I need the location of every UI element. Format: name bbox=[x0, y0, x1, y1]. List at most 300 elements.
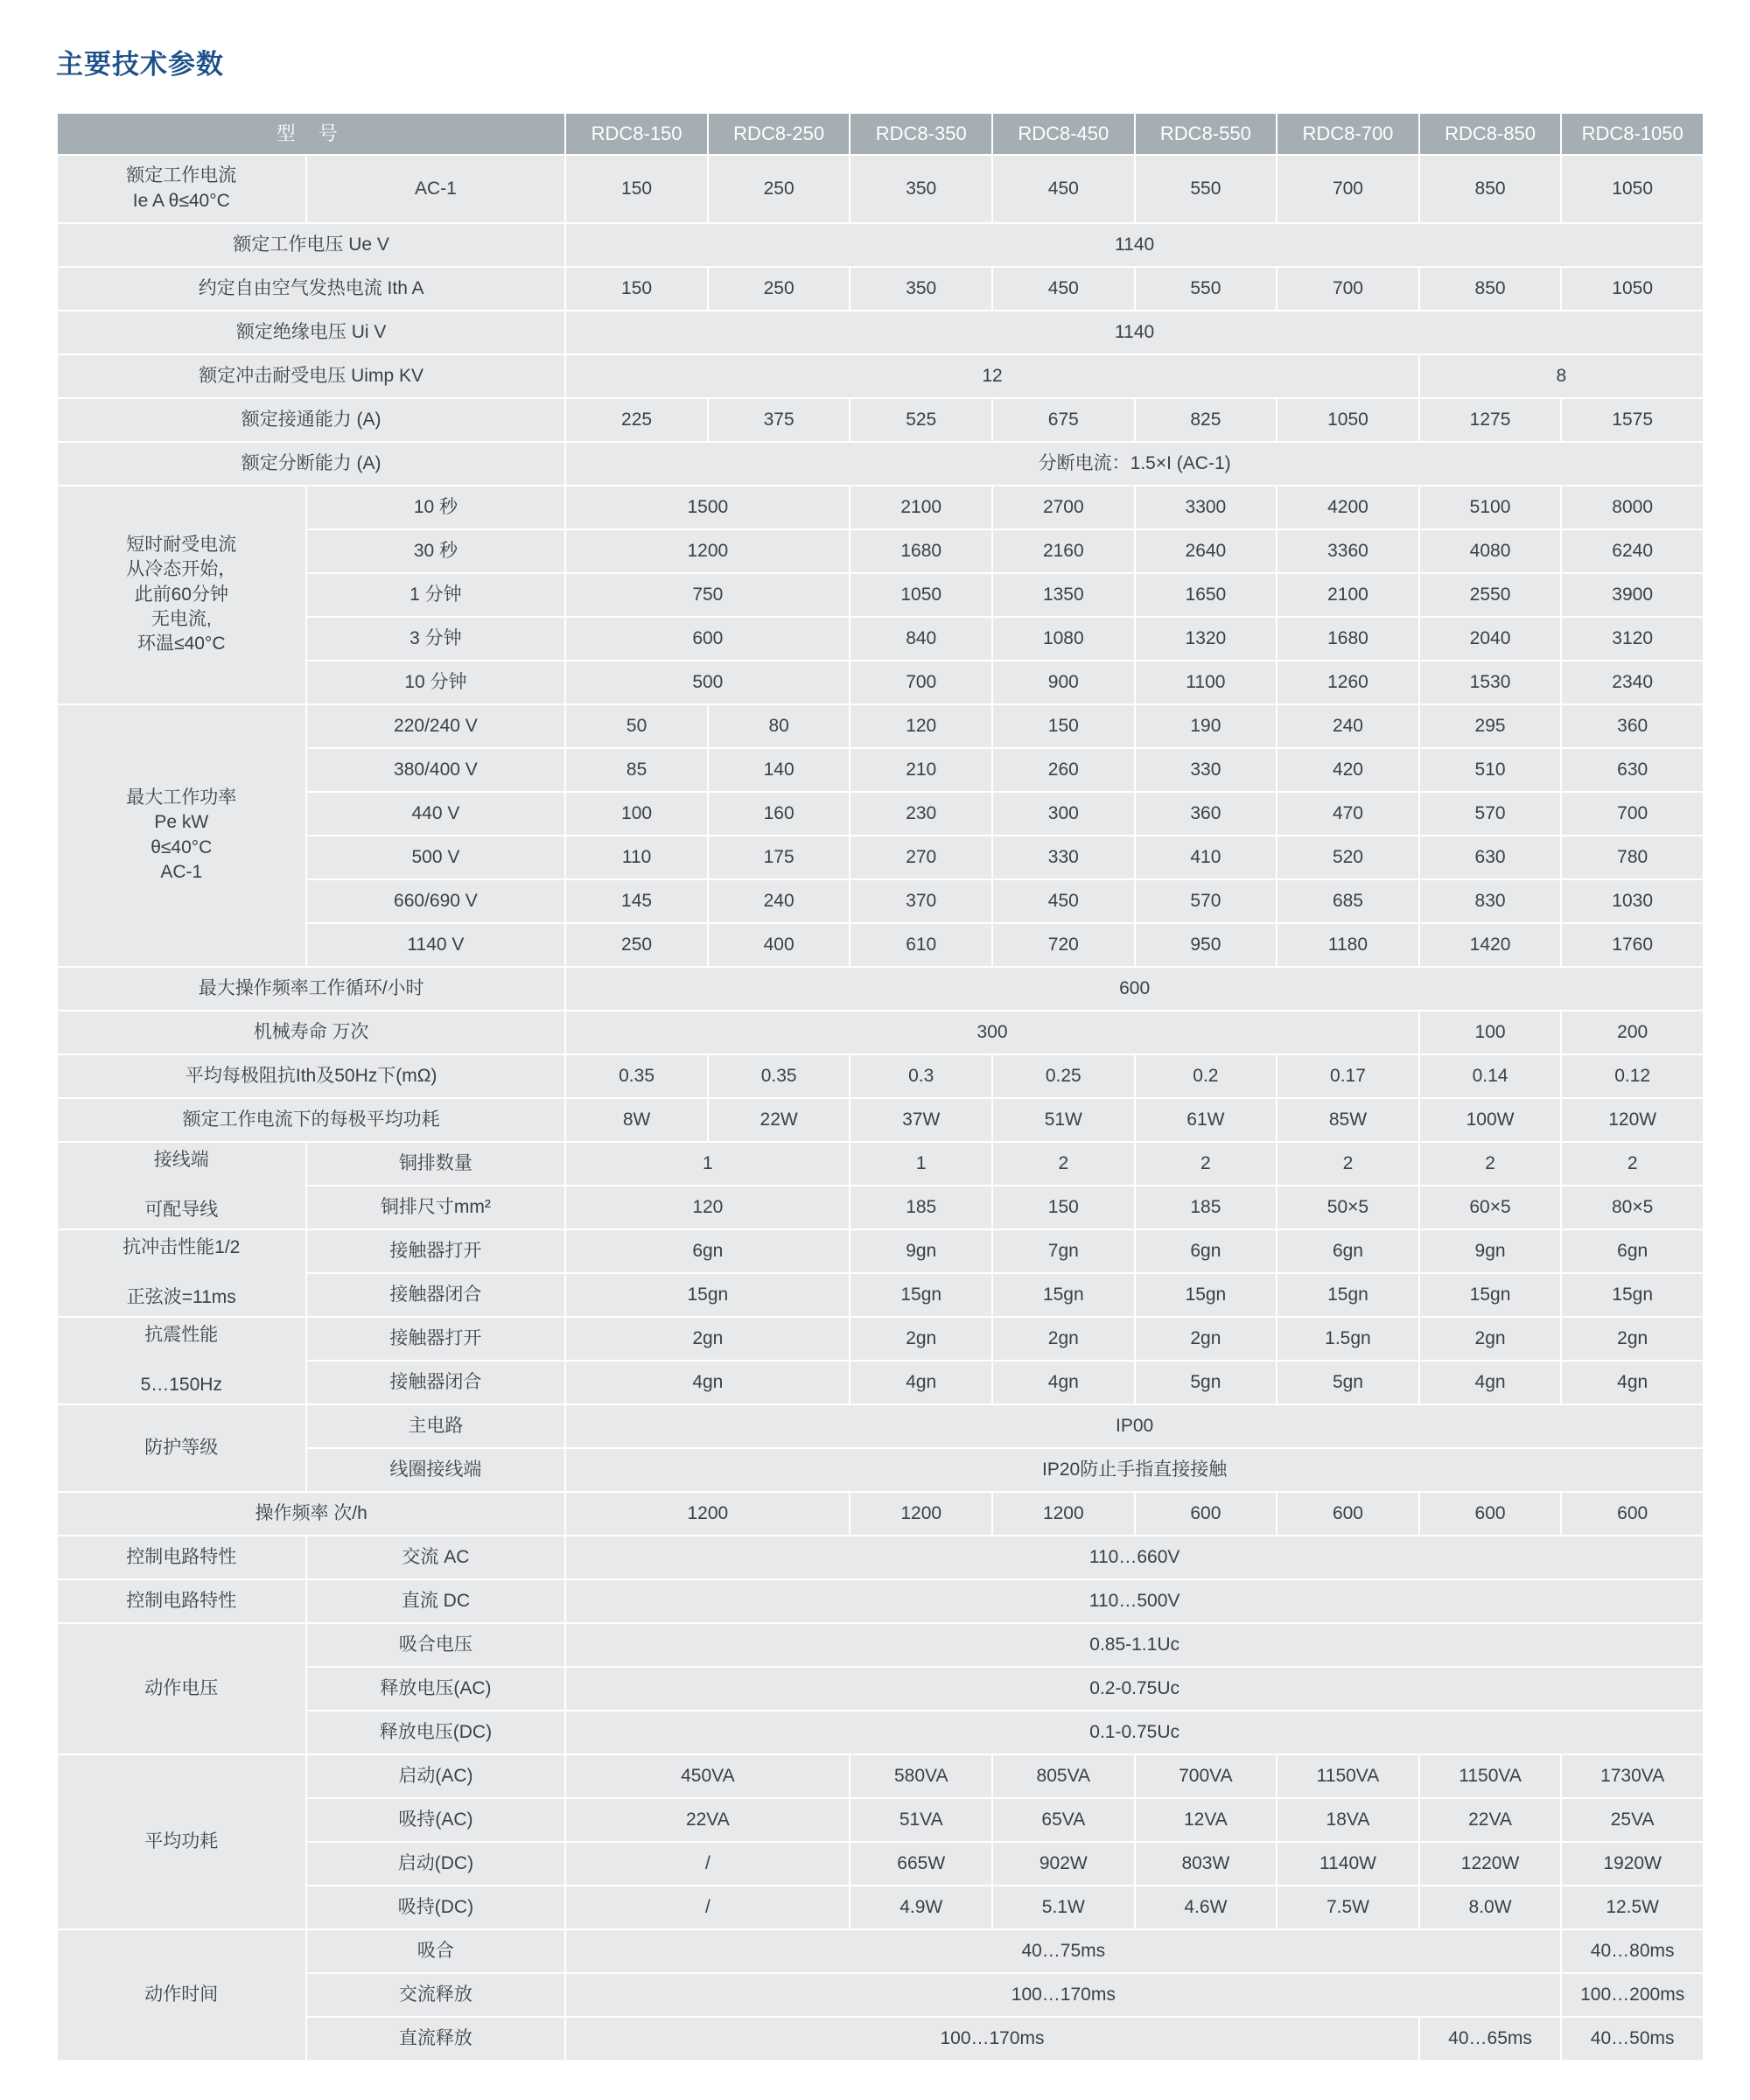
table-row bbox=[58, 1099, 1703, 1141]
cell: 4gn bbox=[1420, 1362, 1561, 1404]
cell: 9gn bbox=[1420, 1230, 1561, 1272]
cell: 1 bbox=[850, 1143, 991, 1185]
cell: 1650 bbox=[1136, 574, 1277, 616]
cell: 700 bbox=[850, 662, 991, 704]
group-label-actuation-time: 动作时间 bbox=[58, 1930, 305, 2060]
cell: 1050 bbox=[1278, 399, 1418, 441]
cell: 3900 bbox=[1562, 574, 1703, 616]
cell: 0.2 bbox=[1136, 1055, 1277, 1097]
cell: 700 bbox=[1278, 268, 1418, 310]
cell: 450 bbox=[993, 880, 1134, 922]
sub-label: 30 秒 bbox=[307, 530, 565, 572]
cell: 0.2-0.75Uc bbox=[566, 1668, 1703, 1710]
table-row bbox=[58, 1580, 1703, 1622]
cell: 40…80ms bbox=[1562, 1930, 1703, 1972]
group-label-actuation-voltage: 动作电压 bbox=[58, 1624, 305, 1754]
sub-label: 主电路 bbox=[307, 1405, 565, 1447]
cell: 1220W bbox=[1420, 1843, 1561, 1885]
cell: 7.5W bbox=[1278, 1886, 1418, 1928]
table-row bbox=[58, 355, 1703, 397]
cell: 1920W bbox=[1562, 1843, 1703, 1885]
cell: 260 bbox=[993, 749, 1134, 791]
table-row bbox=[58, 486, 1703, 528]
cell: 1575 bbox=[1562, 399, 1703, 441]
group-label-line-0: 抗冲击性能1/2 bbox=[122, 1237, 241, 1258]
cell: 0.1-0.75Uc bbox=[566, 1712, 1703, 1754]
cell: 0.12 bbox=[1562, 1055, 1703, 1097]
cell: 100 bbox=[1420, 1012, 1561, 1054]
group-label-line-2: θ≤40°C bbox=[150, 836, 213, 858]
cell: 830 bbox=[1420, 880, 1561, 922]
group-label-vibration-resistance bbox=[58, 1318, 305, 1404]
cell: 2 bbox=[1420, 1143, 1561, 1185]
cell: 80 bbox=[709, 705, 850, 747]
sub-label: 440 V bbox=[307, 793, 565, 835]
cell: 22VA bbox=[1420, 1799, 1561, 1841]
cell: 2340 bbox=[1562, 662, 1703, 704]
row-label-rated-operating-current bbox=[58, 156, 305, 222]
cell: 1140 bbox=[566, 312, 1703, 354]
cell: 8000 bbox=[1562, 486, 1703, 528]
cell: 175 bbox=[709, 836, 850, 878]
cell: 分断电流：1.5×I (AC-1) bbox=[566, 443, 1703, 485]
cell: 520 bbox=[1278, 836, 1418, 878]
cell: 330 bbox=[1136, 749, 1277, 791]
cell: 1050 bbox=[1562, 156, 1703, 222]
sub-label: 10 秒 bbox=[307, 486, 565, 528]
cell: 600 bbox=[1562, 1493, 1703, 1535]
cell: 805VA bbox=[993, 1755, 1134, 1797]
header-model-label: 型 号 bbox=[58, 114, 564, 154]
cell: 150 bbox=[566, 268, 707, 310]
cell: 100…170ms bbox=[566, 1974, 1560, 2016]
cell: 350 bbox=[850, 156, 991, 222]
cell: 1680 bbox=[850, 530, 991, 572]
group-label-line-0: 抗震性能 bbox=[144, 1325, 219, 1346]
cell: 40…75ms bbox=[566, 1930, 1560, 1972]
cell: 1150VA bbox=[1278, 1755, 1418, 1797]
cell: 1100 bbox=[1136, 662, 1277, 704]
cell: 0.14 bbox=[1420, 1055, 1561, 1097]
cell: 580VA bbox=[850, 1755, 991, 1797]
cell: 6240 bbox=[1562, 530, 1703, 572]
cell: 1420 bbox=[1420, 924, 1561, 966]
cell: 51VA bbox=[850, 1799, 991, 1841]
cell: 18VA bbox=[1278, 1799, 1418, 1841]
cell: 61W bbox=[1136, 1099, 1277, 1141]
cell: 60×5 bbox=[1420, 1186, 1561, 1228]
cell: IP00 bbox=[566, 1405, 1703, 1447]
cell: 250 bbox=[709, 156, 850, 222]
cell: 420 bbox=[1278, 749, 1418, 791]
cell: 570 bbox=[1420, 793, 1561, 835]
sub-label: 3 分钟 bbox=[307, 618, 565, 660]
table-row bbox=[58, 1755, 1703, 1797]
cell: 500 bbox=[566, 662, 849, 704]
cell: 700 bbox=[1278, 156, 1418, 222]
cell: 1260 bbox=[1278, 662, 1418, 704]
cell: 550 bbox=[1136, 268, 1277, 310]
sub-label: 380/400 V bbox=[307, 749, 565, 791]
cell: 600 bbox=[1278, 1493, 1418, 1535]
sub-label: 启动(DC) bbox=[307, 1843, 565, 1885]
row-label-impulse-voltage: 额定冲击耐受电压 Uimp KV bbox=[58, 355, 564, 397]
sub-label: 660/690 V bbox=[307, 880, 565, 922]
cell: 230 bbox=[850, 793, 991, 835]
cell: 1530 bbox=[1420, 662, 1561, 704]
cell: 15gn bbox=[850, 1274, 991, 1316]
cell: 50 bbox=[566, 705, 707, 747]
cell: 2 bbox=[1136, 1143, 1277, 1185]
cell: 120 bbox=[850, 705, 991, 747]
sub-label: 接触器闭合 bbox=[307, 1274, 565, 1316]
cell: 6gn bbox=[1562, 1230, 1703, 1272]
cell: 902W bbox=[993, 1843, 1134, 1885]
cell: 2100 bbox=[850, 486, 991, 528]
group-label-line-0: 最大工作功率 bbox=[126, 788, 237, 808]
cell: 140 bbox=[709, 749, 850, 791]
row-label-operating-frequency: 操作频率 次/h bbox=[58, 1493, 564, 1535]
table-row bbox=[58, 268, 1703, 310]
cell: 1500 bbox=[566, 486, 849, 528]
sub-label: 线圈接线端 bbox=[307, 1449, 565, 1491]
sub-label: 启动(AC) bbox=[307, 1755, 565, 1797]
cell: 5100 bbox=[1420, 486, 1561, 528]
cell: 2gn bbox=[850, 1318, 991, 1360]
cell: 15gn bbox=[1136, 1274, 1277, 1316]
group-label-average-power-consumption: 平均功耗 bbox=[58, 1755, 305, 1928]
sub-label: 吸持(DC) bbox=[307, 1886, 565, 1928]
cell: IP20防止手指直接接触 bbox=[566, 1449, 1703, 1491]
cell: 120 bbox=[566, 1186, 849, 1228]
sub-label: 500 V bbox=[307, 836, 565, 878]
cell: 2160 bbox=[993, 530, 1134, 572]
cell: 685 bbox=[1278, 880, 1418, 922]
cell: 200 bbox=[1562, 1012, 1703, 1054]
table-row bbox=[58, 1493, 1703, 1535]
cell: 2 bbox=[993, 1143, 1134, 1185]
group-label-max-operating-power bbox=[58, 705, 305, 966]
cell: 40…65ms bbox=[1420, 2018, 1561, 2060]
cell: 185 bbox=[1136, 1186, 1277, 1228]
cell: 6gn bbox=[1136, 1230, 1277, 1272]
cell: 40…50ms bbox=[1562, 2018, 1703, 2060]
table-row bbox=[58, 968, 1703, 1010]
cell: 110…660V bbox=[566, 1536, 1703, 1578]
row-label-control-circuit-ac: 控制电路特性 bbox=[58, 1536, 305, 1578]
cell: 100 bbox=[566, 793, 707, 835]
cell: 270 bbox=[850, 836, 991, 878]
cell: 450 bbox=[993, 268, 1134, 310]
cell: 12VA bbox=[1136, 1799, 1277, 1841]
cell: 4gn bbox=[993, 1362, 1134, 1404]
table-row bbox=[58, 224, 1703, 266]
page-title: 主要技术参数 bbox=[56, 49, 224, 80]
cell: 850 bbox=[1420, 268, 1561, 310]
cell: 0.3 bbox=[850, 1055, 991, 1097]
sub-label: 吸合电压 bbox=[307, 1624, 565, 1666]
cell: 600 bbox=[566, 618, 849, 660]
cell: 360 bbox=[1562, 705, 1703, 747]
cell: 2640 bbox=[1136, 530, 1277, 572]
table-row bbox=[58, 1624, 1703, 1666]
cell: 780 bbox=[1562, 836, 1703, 878]
cell: 150 bbox=[993, 705, 1134, 747]
header-model-0: RDC8-150 bbox=[566, 114, 707, 154]
cell: 3360 bbox=[1278, 530, 1418, 572]
table-row bbox=[58, 443, 1703, 485]
cell: 8.0W bbox=[1420, 1886, 1561, 1928]
cell: 240 bbox=[1278, 705, 1418, 747]
cell: 1150VA bbox=[1420, 1755, 1561, 1797]
cell: 2gn bbox=[1136, 1318, 1277, 1360]
cell: 400 bbox=[709, 924, 850, 966]
cell: 700VA bbox=[1136, 1755, 1277, 1797]
cell: 825 bbox=[1136, 399, 1277, 441]
row-label-max-cycles-per-hour: 最大操作频率工作循环/小时 bbox=[58, 968, 564, 1010]
cell: 2040 bbox=[1420, 618, 1561, 660]
cell: 750 bbox=[566, 574, 849, 616]
cell: 0.35 bbox=[709, 1055, 850, 1097]
cell: 15gn bbox=[1420, 1274, 1561, 1316]
cell: 2700 bbox=[993, 486, 1134, 528]
cell: 803W bbox=[1136, 1843, 1277, 1885]
row-label-mechanical-life: 机械寿命 万次 bbox=[58, 1012, 564, 1054]
group-label-line-1: Pe kW bbox=[154, 812, 209, 833]
cell: 85W bbox=[1278, 1099, 1418, 1141]
table-row bbox=[58, 1230, 1703, 1272]
sub-label: 接触器打开 bbox=[307, 1230, 565, 1272]
table-row bbox=[58, 312, 1703, 354]
cell: 630 bbox=[1562, 749, 1703, 791]
cell: 720 bbox=[993, 924, 1134, 966]
cell: 65VA bbox=[993, 1799, 1134, 1841]
cell: 190 bbox=[1136, 705, 1277, 747]
sub-label: 交流 AC bbox=[307, 1536, 565, 1578]
group-label-line-3: AC-1 bbox=[160, 862, 203, 883]
cell: 51W bbox=[993, 1099, 1134, 1141]
group-label-terminal-wiring bbox=[58, 1143, 305, 1228]
table-row bbox=[58, 1012, 1703, 1054]
cell: 510 bbox=[1420, 749, 1561, 791]
cell: 675 bbox=[993, 399, 1134, 441]
cell: 2550 bbox=[1420, 574, 1561, 616]
table-header-row bbox=[58, 114, 1703, 154]
cell: 25VA bbox=[1562, 1799, 1703, 1841]
cell: 1200 bbox=[566, 530, 849, 572]
cell: 15gn bbox=[1562, 1274, 1703, 1316]
sub-label: 直流 DC bbox=[307, 1580, 565, 1622]
table-row bbox=[58, 1318, 1703, 1360]
sub-label: 直流释放 bbox=[307, 2018, 565, 2060]
cell: 110…500V bbox=[566, 1580, 1703, 1622]
group-label-protection-degree: 防护等级 bbox=[58, 1405, 305, 1491]
cell: 0.85-1.1Uc bbox=[566, 1624, 1703, 1666]
cell: 80×5 bbox=[1562, 1186, 1703, 1228]
cell: 1320 bbox=[1136, 618, 1277, 660]
cell: 450VA bbox=[566, 1755, 849, 1797]
label-line-1: 额定工作电流 bbox=[126, 165, 237, 186]
cell: 22W bbox=[709, 1099, 850, 1141]
cell: 2gn bbox=[1562, 1318, 1703, 1360]
cell: 225 bbox=[566, 399, 707, 441]
row-sublabel-ac1: AC-1 bbox=[307, 156, 565, 222]
cell: 22VA bbox=[566, 1799, 849, 1841]
group-label-line-1: 从冷态开始， bbox=[126, 559, 237, 580]
cell: 185 bbox=[850, 1186, 991, 1228]
cell: 300 bbox=[566, 1012, 1418, 1054]
cell: 240 bbox=[709, 880, 850, 922]
cell: 1140W bbox=[1278, 1843, 1418, 1885]
cell: 1.5gn bbox=[1278, 1318, 1418, 1360]
cell: 1050 bbox=[850, 574, 991, 616]
cell: 850 bbox=[1420, 156, 1561, 222]
cell: 100…200ms bbox=[1562, 1974, 1703, 2016]
cell: 1140 bbox=[566, 224, 1703, 266]
group-label-line-1: 正弦波=11ms bbox=[126, 1286, 236, 1307]
table-row bbox=[58, 156, 1703, 222]
cell: 600 bbox=[1420, 1493, 1561, 1535]
cell: 12.5W bbox=[1562, 1886, 1703, 1928]
table-row bbox=[58, 1536, 1703, 1578]
sub-label: 释放电压(DC) bbox=[307, 1712, 565, 1754]
group-label-line-1: 可配导线 bbox=[144, 1199, 219, 1220]
table-row bbox=[58, 1055, 1703, 1097]
cell: 570 bbox=[1136, 880, 1277, 922]
cell: 6gn bbox=[566, 1230, 849, 1272]
cell: 150 bbox=[993, 1186, 1134, 1228]
header-model-4: RDC8-550 bbox=[1136, 114, 1277, 154]
cell: 300 bbox=[993, 793, 1134, 835]
cell: 600 bbox=[566, 968, 1703, 1010]
cell: 4gn bbox=[1562, 1362, 1703, 1404]
cell: 600 bbox=[1136, 1493, 1277, 1535]
sub-label: 交流释放 bbox=[307, 1974, 565, 2016]
cell: / bbox=[566, 1843, 849, 1885]
cell: 1200 bbox=[850, 1493, 991, 1535]
sub-label: 吸持(AC) bbox=[307, 1799, 565, 1841]
cell: 375 bbox=[709, 399, 850, 441]
cell: 100W bbox=[1420, 1099, 1561, 1141]
cell: 4200 bbox=[1278, 486, 1418, 528]
cell: 2gn bbox=[1420, 1318, 1561, 1360]
group-label-line-3: 无电流, bbox=[150, 608, 212, 629]
row-label-thermal-current: 约定自由空气发热电流 Ith A bbox=[58, 268, 564, 310]
cell: 0.17 bbox=[1278, 1055, 1418, 1097]
sub-label: 10 分钟 bbox=[307, 662, 565, 704]
sub-label: 释放电压(AC) bbox=[307, 1668, 565, 1710]
cell: 160 bbox=[709, 793, 850, 835]
cell: 6gn bbox=[1278, 1230, 1418, 1272]
cell: 330 bbox=[993, 836, 1134, 878]
cell: 3120 bbox=[1562, 618, 1703, 660]
row-label-avg-pole-power-loss: 额定工作电流下的每极平均功耗 bbox=[58, 1099, 564, 1141]
cell: / bbox=[566, 1886, 849, 1928]
sub-label: 铜排数量 bbox=[307, 1143, 565, 1185]
group-label-shock-resistance bbox=[58, 1230, 305, 1316]
cell: 8W bbox=[566, 1099, 707, 1141]
cell: 665W bbox=[850, 1843, 991, 1885]
cell: 1050 bbox=[1562, 268, 1703, 310]
cell: 250 bbox=[566, 924, 707, 966]
cell: 2gn bbox=[566, 1318, 849, 1360]
cell: 950 bbox=[1136, 924, 1277, 966]
cell: 295 bbox=[1420, 705, 1561, 747]
cell: 85 bbox=[566, 749, 707, 791]
cell: 120W bbox=[1562, 1099, 1703, 1141]
row-label-rated-operating-voltage: 额定工作电压 Ue V bbox=[58, 224, 564, 266]
group-label-line-4: 环温≤40°C bbox=[137, 634, 226, 654]
cell: 7gn bbox=[993, 1230, 1134, 1272]
row-label-control-circuit-dc: 控制电路特性 bbox=[58, 1580, 305, 1622]
cell: 840 bbox=[850, 618, 991, 660]
table-row bbox=[58, 705, 1703, 747]
table-row bbox=[58, 1930, 1703, 1972]
row-label-breaking-capacity: 额定分断能力 (A) bbox=[58, 443, 564, 485]
group-label-line-0: 接线端 bbox=[153, 1150, 209, 1171]
cell: 4080 bbox=[1420, 530, 1561, 572]
cell: 1200 bbox=[566, 1493, 849, 1535]
cell: 410 bbox=[1136, 836, 1277, 878]
sub-label: 220/240 V bbox=[307, 705, 565, 747]
row-label-making-capacity: 额定接通能力 (A) bbox=[58, 399, 564, 441]
cell: 610 bbox=[850, 924, 991, 966]
cell: 145 bbox=[566, 880, 707, 922]
table-row bbox=[58, 399, 1703, 441]
cell: 9gn bbox=[850, 1230, 991, 1272]
cell: 900 bbox=[993, 662, 1134, 704]
group-label-line-0: 短时耐受电流 bbox=[126, 534, 237, 555]
cell: 4.6W bbox=[1136, 1886, 1277, 1928]
cell: 15gn bbox=[1278, 1274, 1418, 1316]
cell: 5gn bbox=[1136, 1362, 1277, 1404]
cell: 2 bbox=[1562, 1143, 1703, 1185]
cell: 700 bbox=[1562, 793, 1703, 835]
sub-label: 接触器打开 bbox=[307, 1318, 565, 1360]
header-model-1: RDC8-250 bbox=[709, 114, 850, 154]
technical-parameters-table bbox=[56, 112, 1704, 2062]
cell: 370 bbox=[850, 880, 991, 922]
cell: 525 bbox=[850, 399, 991, 441]
cell: 630 bbox=[1420, 836, 1561, 878]
header-model-6: RDC8-850 bbox=[1420, 114, 1561, 154]
group-label-line-2: 此前60分钟 bbox=[134, 584, 228, 605]
sub-label: 1140 V bbox=[307, 924, 565, 966]
cell: 50×5 bbox=[1278, 1186, 1418, 1228]
cell: 250 bbox=[709, 268, 850, 310]
cell: 15gn bbox=[566, 1274, 849, 1316]
cell: 1030 bbox=[1562, 880, 1703, 922]
cell: 1275 bbox=[1420, 399, 1561, 441]
cell: 100…170ms bbox=[566, 2018, 1418, 2060]
cell: 15gn bbox=[993, 1274, 1134, 1316]
group-label-short-time-withstand bbox=[58, 486, 305, 704]
cell: 470 bbox=[1278, 793, 1418, 835]
cell: 360 bbox=[1136, 793, 1277, 835]
header-model-3: RDC8-450 bbox=[993, 114, 1134, 154]
cell: 450 bbox=[993, 156, 1134, 222]
cell: 8 bbox=[1420, 355, 1703, 397]
cell: 1080 bbox=[993, 618, 1134, 660]
cell: 1180 bbox=[1278, 924, 1418, 966]
table-row bbox=[58, 1405, 1703, 1447]
row-label-avg-pole-impedance: 平均每极阻抗Ith及50Hz下(mΩ) bbox=[58, 1055, 564, 1097]
cell: 1 bbox=[566, 1143, 849, 1185]
cell: 2gn bbox=[993, 1318, 1134, 1360]
sub-label: 铜排尺寸mm² bbox=[307, 1186, 565, 1228]
cell: 210 bbox=[850, 749, 991, 791]
cell: 1200 bbox=[993, 1493, 1134, 1535]
